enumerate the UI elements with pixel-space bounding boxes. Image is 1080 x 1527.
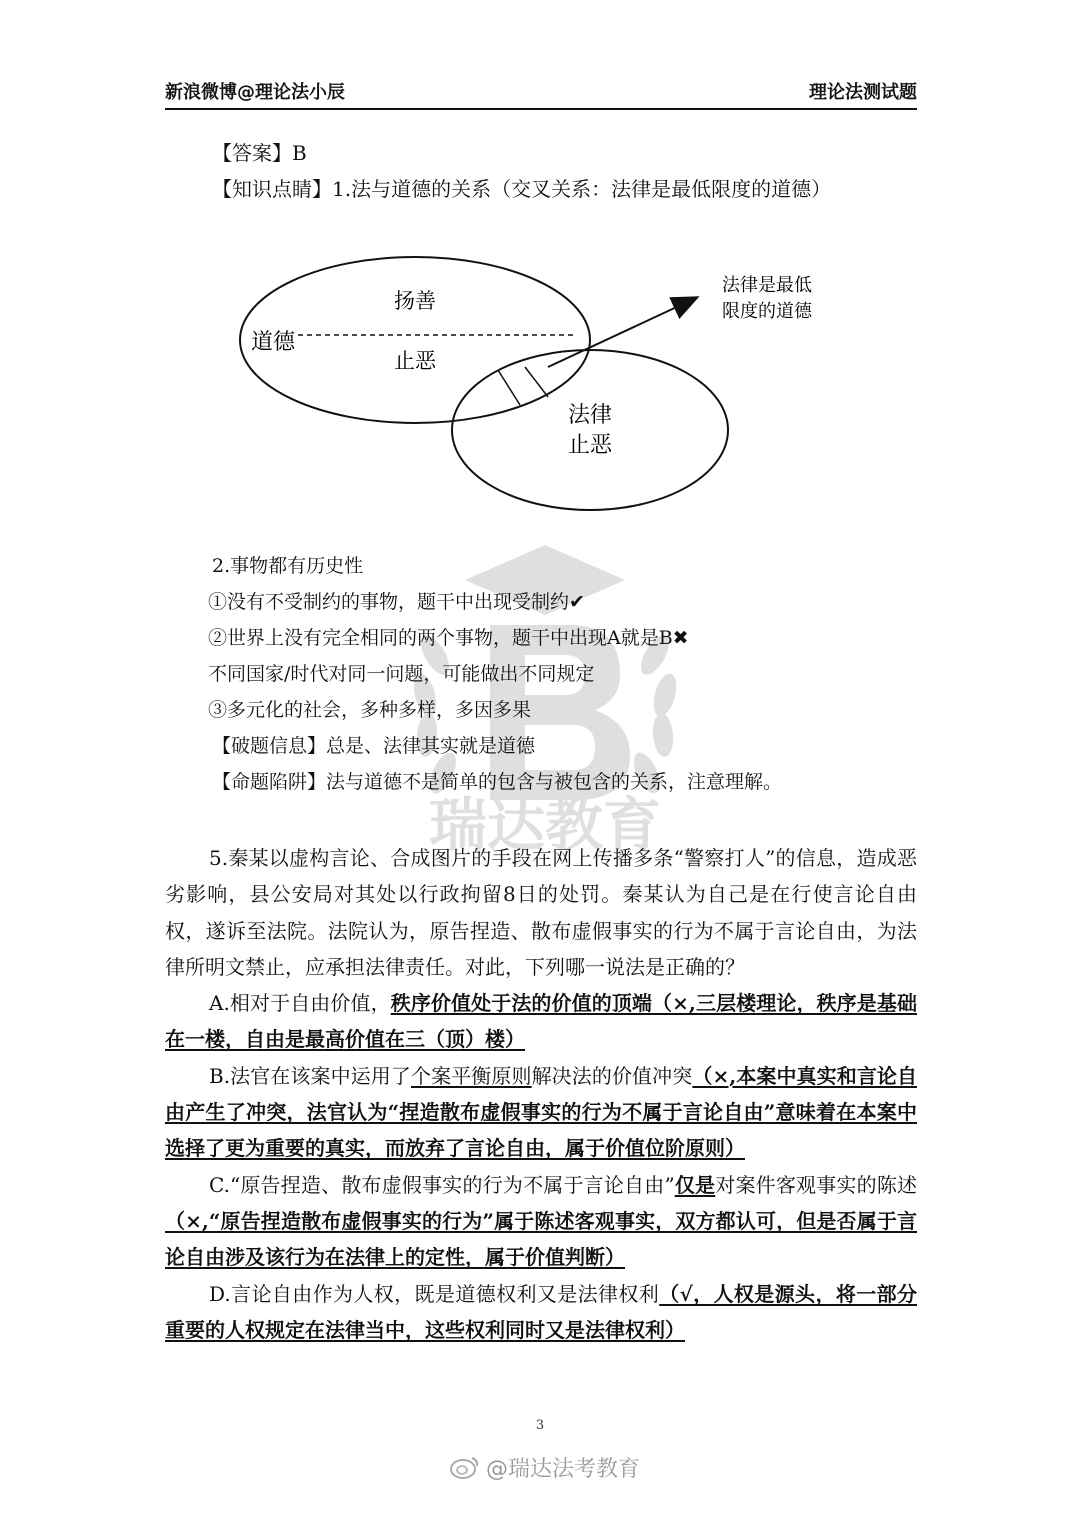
label-law: 法律	[567, 403, 613, 428]
label-stop-evil: 止恶	[394, 349, 436, 373]
law-morality-venn-diagram	[230, 255, 850, 515]
option-a-text: A.相对于自由价值，	[209, 991, 391, 1016]
arrow-line	[548, 298, 696, 367]
option-c-text-1: C.“原告捏造、散布虚假事实的行为不属于言论自由”	[209, 1172, 675, 1197]
question-stem: 5.秦某以虚构言论、合成图片的手段在网上传播多条“警察打人”的信息，造成恶劣影响，县公安局对其处以行政拘留8日的处罚。秦某认为自己是在行使言论自由权，遂诉至法院。法院认为，原告捏造、散布虚假事实的行为不属于言论自由，为法律所明文禁止，应承担法律责任。对此，下列哪一说法是正确的？	[165, 846, 917, 979]
knowledge-point: 【知识点睛】1.法与道德的关系（交叉关系：法律是最低限度的道德）	[212, 177, 832, 201]
weibo-account: @瑞达法考教育	[486, 1456, 641, 1482]
hatch-line	[498, 370, 520, 405]
answer-line: 【答案】B	[212, 141, 307, 165]
page-number: 3	[535, 1418, 545, 1433]
option-b-analysis: （×,本案中真实和言论自由产生了冲突，法官认为“捏造散布虚假事实的行为不属于言论自由”意味着在本案中选择了更为重要的真实，而放弃了言论自由，属于价值位阶原则）	[165, 1063, 918, 1161]
question-5	[165, 840, 917, 1348]
point-2: ②世界上没有完全相同的两个事物，题干中出现A就是B✖	[208, 627, 689, 649]
label-morality: 道德	[251, 330, 296, 355]
option-d-text: D.言论自由作为人权，既是道德权利又是法律权利	[209, 1281, 660, 1306]
option-b-key-term: 个案平衡原则	[411, 1063, 532, 1088]
option-d	[165, 1276, 917, 1349]
watermark-logo	[395, 535, 695, 855]
header-title: 理论法测试题	[809, 82, 917, 103]
hatch-line	[525, 367, 548, 397]
history-heading: 2.事物都有历史性	[212, 555, 364, 577]
option-a	[165, 985, 917, 1058]
option-b-text-2: 解决法的价值冲突	[531, 1063, 693, 1088]
label-law-stop-evil: 止恶	[567, 433, 613, 458]
option-b-text-1: B.法官在该案中运用了	[209, 1063, 411, 1088]
point-3: ③多元化的社会，多种多样，多因多果	[208, 699, 532, 721]
point-2-note: 不同国家/时代对同一问题，可能做出不同规定	[208, 663, 595, 685]
point-1: ①没有不受制约的事物，题干中出现受制约✔	[208, 591, 585, 613]
option-b	[165, 1058, 917, 1167]
law-ellipse	[452, 350, 728, 510]
option-c-analysis: （×,“原告捏造散布虚假事实的行为”属于陈述客观事实，双方都认可，但是否属于言论自由涉及该行为在法律上的定性，属于价值判断）	[165, 1208, 917, 1270]
header-source: 新浪微博@理论法小辰	[165, 82, 345, 103]
question-trap: 【命题陷阱】法与道德不是简单的包含与被包含的关系，注意理解。	[212, 771, 783, 793]
weibo-icon	[450, 1455, 480, 1479]
solving-info: 【破题信息】总是、法律其实就是道德	[212, 735, 536, 757]
option-d-analysis: （√，人权是源头，将一部分重要的人权规定在法律当中，这些权利同时又是法律权利）	[165, 1281, 917, 1342]
weibo-watermark	[450, 1452, 640, 1482]
option-c-text-2: 对案件客观事实的陈述	[715, 1172, 918, 1197]
label-promote-good: 扬善	[394, 289, 436, 313]
option-a-analysis: 秩序价值处于法的价值的顶端（×,三层楼理论，秩序是基础在一楼，自由是最高价值在三（顶）楼）	[165, 991, 917, 1052]
option-c-key-term: 仅是	[674, 1172, 716, 1197]
note-line-1: 法律是最低	[722, 275, 812, 296]
note-line-2: 限度的道德	[722, 301, 812, 322]
option-c	[165, 1167, 917, 1276]
page-header	[165, 78, 917, 110]
watermark-text: 瑞达教育	[428, 791, 662, 855]
